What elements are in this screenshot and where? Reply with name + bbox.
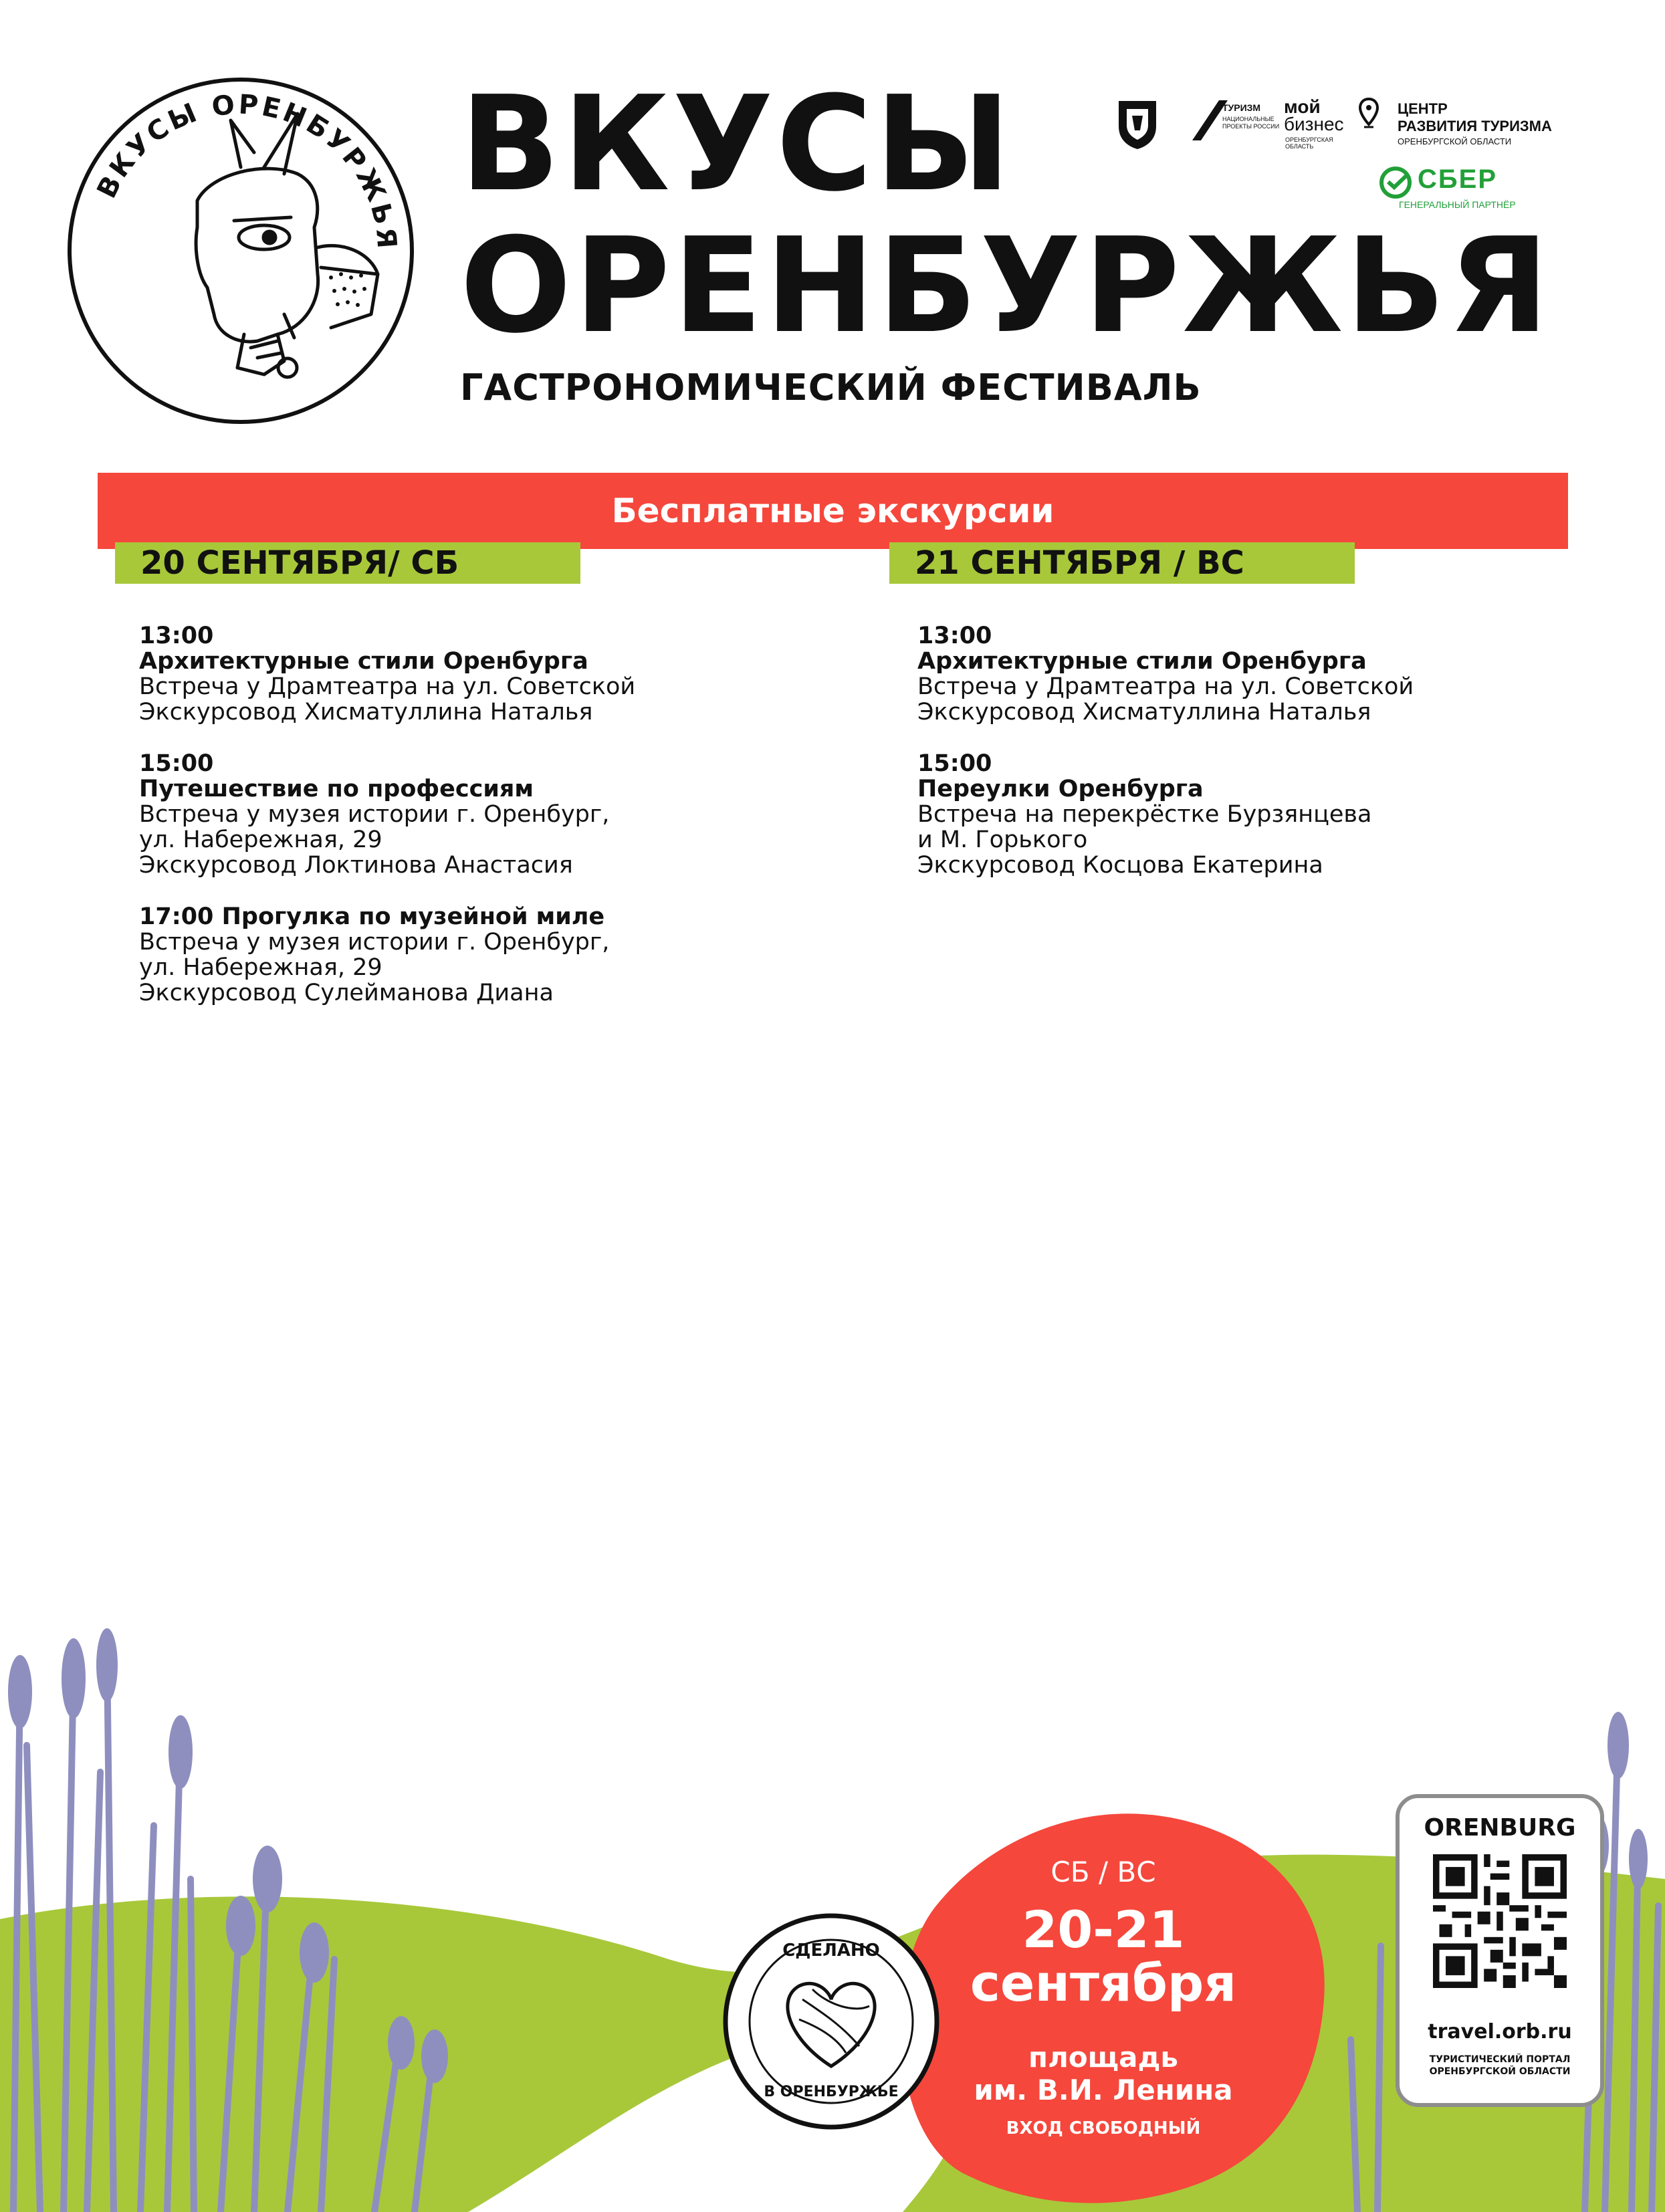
event-meeting: Встреча на перекрёстке Бурзянцева [917, 801, 1372, 828]
tourism-label: ТУРИЗМ [1222, 102, 1261, 113]
event-title: Архитектурные стили Оренбурга [139, 648, 588, 675]
event-place-line2: им. В.И. Ленина [974, 2074, 1233, 2106]
event-day2-2 [917, 751, 1372, 878]
sber-name: СБЕР [1418, 164, 1497, 194]
festival-subtitle: ГАСТРОНОМИЧЕСКИЙ ФЕСТИВАЛЬ [460, 366, 1202, 409]
location-pin-icon [1359, 98, 1379, 131]
event-guide: Экскурсовод Хисматуллина Наталья [917, 699, 1371, 726]
event-guide: Экскурсовод Локтинова Анастасия [139, 852, 573, 879]
event-weekdays: СБ / ВС [1050, 1856, 1156, 1888]
event-place-line1: площадь [1028, 2041, 1178, 2074]
event-meeting: Встреча у музея истории г. Оренбург, [139, 801, 610, 828]
event-guide: Экскурсовод Хисматуллина Наталья [139, 699, 593, 726]
event-address: ул. Набережная, 29 [139, 826, 382, 853]
sber-check-icon [1379, 166, 1412, 199]
day-heading-sunday: 21 СЕНТЯБРЯ / ВС [889, 542, 1355, 584]
qr-code-icon[interactable] [1433, 1854, 1567, 1988]
partner-my-business-logo [1284, 98, 1384, 151]
region-emblem-icon [1113, 96, 1161, 150]
event-meeting: Встреча у музея истории г. Оренбург, [139, 929, 610, 956]
qr-card [1396, 1794, 1604, 2107]
event-guide: Экскурсовод Косцова Екатерина [917, 852, 1323, 879]
partner-tourism-center-logo [1398, 99, 1571, 149]
festival-title-line2: ОРЕНБУРЖЬЯ [460, 210, 1552, 362]
center-sublabel: ОРЕНБУРГСКОЙ ОБЛАСТИ [1398, 136, 1512, 146]
event-date-info [906, 1856, 1301, 2138]
partner-sber-logo [1379, 164, 1566, 215]
logo-ring-text: ВКУСЫ ОРЕНБУРЖЬЯ [91, 89, 403, 253]
center-line1: ЦЕНТР [1398, 100, 1448, 117]
event-time: 15:00 [917, 750, 992, 777]
event-meeting: Встреча у Драмтеатра на ул. Советской [917, 673, 1414, 700]
event-title: Путешествие по профессиям [139, 776, 534, 802]
biz-sublabel: ОРЕНБУРГСКАЯ ОБЛАСТЬ [1285, 136, 1333, 150]
festival-title-line1: ВКУСЫ [460, 68, 1014, 221]
event-address: ул. Набережная, 29 [139, 954, 382, 981]
biz-line2: бизнес [1284, 114, 1344, 134]
qr-caption: ТУРИСТИЧЕСКИЙ ПОРТАЛ ОРЕНБУРГСКОЙ ОБЛАСТИ [1429, 2054, 1571, 2077]
event-day1-2 [139, 751, 609, 878]
free-excursions-banner [98, 473, 1568, 549]
event-guide: Экскурсовод Сулейманова Диана [139, 980, 554, 1006]
event-address: и М. Горького [917, 826, 1088, 853]
festival-goat-logo [64, 74, 418, 428]
day-heading-saturday: 20 СЕНТЯБРЯ/ СБ [115, 542, 580, 584]
event-time: 15:00 [139, 750, 214, 777]
badge-top-text: СДЕЛАНО [782, 1941, 880, 1961]
partner-tourism-logo [1189, 97, 1289, 145]
qr-url[interactable]: travel.orb.ru [1428, 2020, 1572, 2043]
event-day2-1 [917, 623, 1414, 725]
event-day1-3 [139, 904, 609, 1006]
event-title: 17:00 Прогулка по музейной миле [139, 903, 605, 930]
event-title: Архитектурные стили Оренбурга [917, 648, 1367, 675]
event-time: 13:00 [139, 623, 214, 649]
biz-line1: мой [1284, 96, 1321, 117]
center-line2: РАЗВИТИЯ ТУРИЗМА [1398, 118, 1552, 134]
tourism-sublabel: НАЦИОНАЛЬНЫЕ ПРОЕКТЫ РОССИИ [1222, 116, 1280, 130]
event-day1-1 [139, 623, 635, 725]
badge-bottom-text: В ОРЕНБУРЖЬЕ [764, 2084, 899, 2100]
event-date-month: сентября [970, 1953, 1237, 2013]
event-meeting: Встреча у Драмтеатра на ул. Советской [139, 673, 636, 700]
event-entry-note: ВХОД СВОБОДНЫЙ [1006, 2118, 1201, 2138]
banner-text: Бесплатные экскурсии [611, 491, 1054, 530]
sber-sublabel: ГЕНЕРАЛЬНЫЙ ПАРТНЁР [1399, 199, 1516, 210]
event-title: Переулки Оренбурга [917, 776, 1204, 802]
event-time: 13:00 [917, 623, 992, 649]
qr-brand: ORENBURG [1424, 1814, 1576, 1842]
event-date-range: 20-21 [1022, 1900, 1185, 1959]
